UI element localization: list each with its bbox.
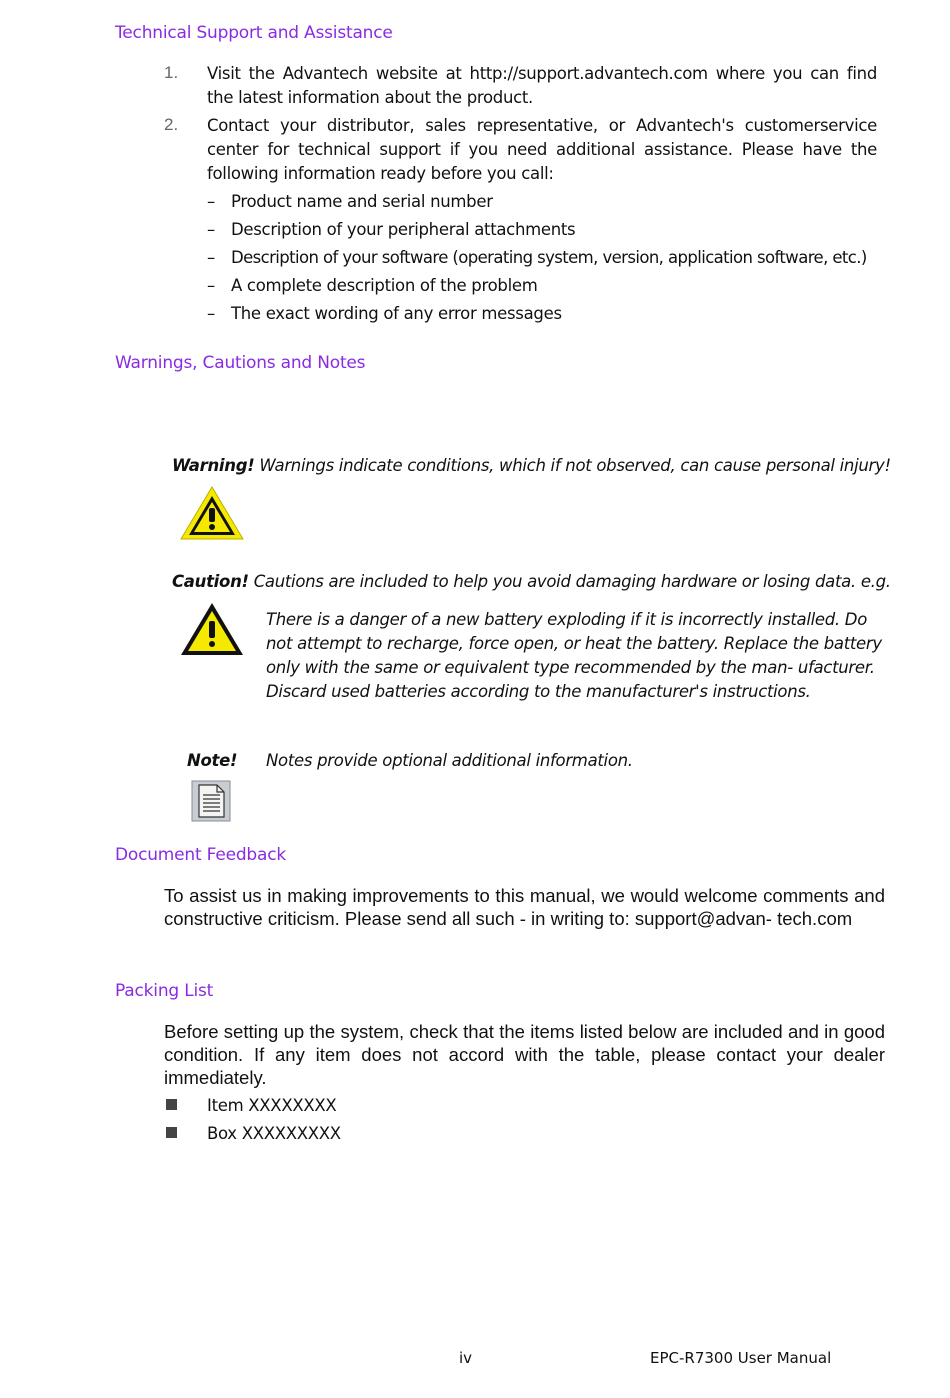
square-bullet-icon xyxy=(166,1127,177,1138)
caution-triangle-icon xyxy=(179,601,245,662)
note-document-icon xyxy=(191,780,231,827)
note-label: Note! xyxy=(187,751,238,770)
bullet-dash: – xyxy=(207,304,215,323)
step-text: Contact your distributor, sales representative, or Advantech's customerservice center for technical support if you need additional assistance. Please have the following information ready before you call: xyxy=(207,116,877,183)
warning-triangle-icon xyxy=(179,485,245,546)
warning-line xyxy=(172,454,891,478)
caution-detail: There is a danger of a new battery exploding if it is incorrectly installed. Do not attempt to recharge, force open, or heat the battery. Replace the battery only with the same or equivalent type recommended by the man- ufacturer. Discard used batteries according to the manufacturer's instructions. xyxy=(266,610,882,701)
step-number: 1. xyxy=(164,63,179,82)
warning-text: Warnings indicate conditions, which if not observed, can cause personal injury! xyxy=(259,456,891,475)
note-text: Notes provide optional additional information. xyxy=(266,751,633,770)
bullet-dash: – xyxy=(207,220,215,239)
list-item: Product name and serial number xyxy=(231,192,493,211)
list-item: Description of your software (operating system, version, application software, etc.) xyxy=(231,248,867,267)
packing-item: Box XXXXXXXXX xyxy=(207,1124,341,1143)
list-item: Description of your peripheral attachments xyxy=(231,220,576,239)
bullet-dash: – xyxy=(207,192,215,211)
feedback-text: To assist us in making improvements to this manual, we would welcome comments and constructive criticism. Please send all such - in writing to: support@advan- tech.com xyxy=(164,885,885,929)
square-bullet-icon xyxy=(166,1099,177,1110)
caution-text: Cautions are included to help you avoid damaging hardware or losing data. e.g. xyxy=(253,572,891,591)
packing-text: Before setting up the system, check that the items listed below are included and in good condition. If any item does not accord with the table, please contact your dealer immediately. xyxy=(164,1021,885,1088)
step-number: 2. xyxy=(164,115,179,134)
step-text: Visit the Advantech website at http://support.advantech.com where you can find the latest information about the product. xyxy=(207,64,877,107)
manual-title: EPC-R7300 User Manual xyxy=(650,1349,832,1367)
page-number: iv xyxy=(459,1349,473,1367)
caution-label: Caution! xyxy=(172,572,249,591)
list-item: A complete description of the problem xyxy=(231,276,538,295)
warning-label: Warning! xyxy=(172,456,255,475)
caution-line xyxy=(172,570,891,594)
packing-item: Item XXXXXXXX xyxy=(207,1096,337,1115)
packing-heading: Packing List xyxy=(115,981,214,1001)
bullet-dash: – xyxy=(207,248,215,267)
support-heading: Technical Support and Assistance xyxy=(115,23,393,43)
warnings-heading: Warnings, Cautions and Notes xyxy=(115,353,366,373)
bullet-dash: – xyxy=(207,276,215,295)
feedback-heading: Document Feedback xyxy=(115,845,287,865)
list-item: The exact wording of any error messages xyxy=(231,304,562,323)
